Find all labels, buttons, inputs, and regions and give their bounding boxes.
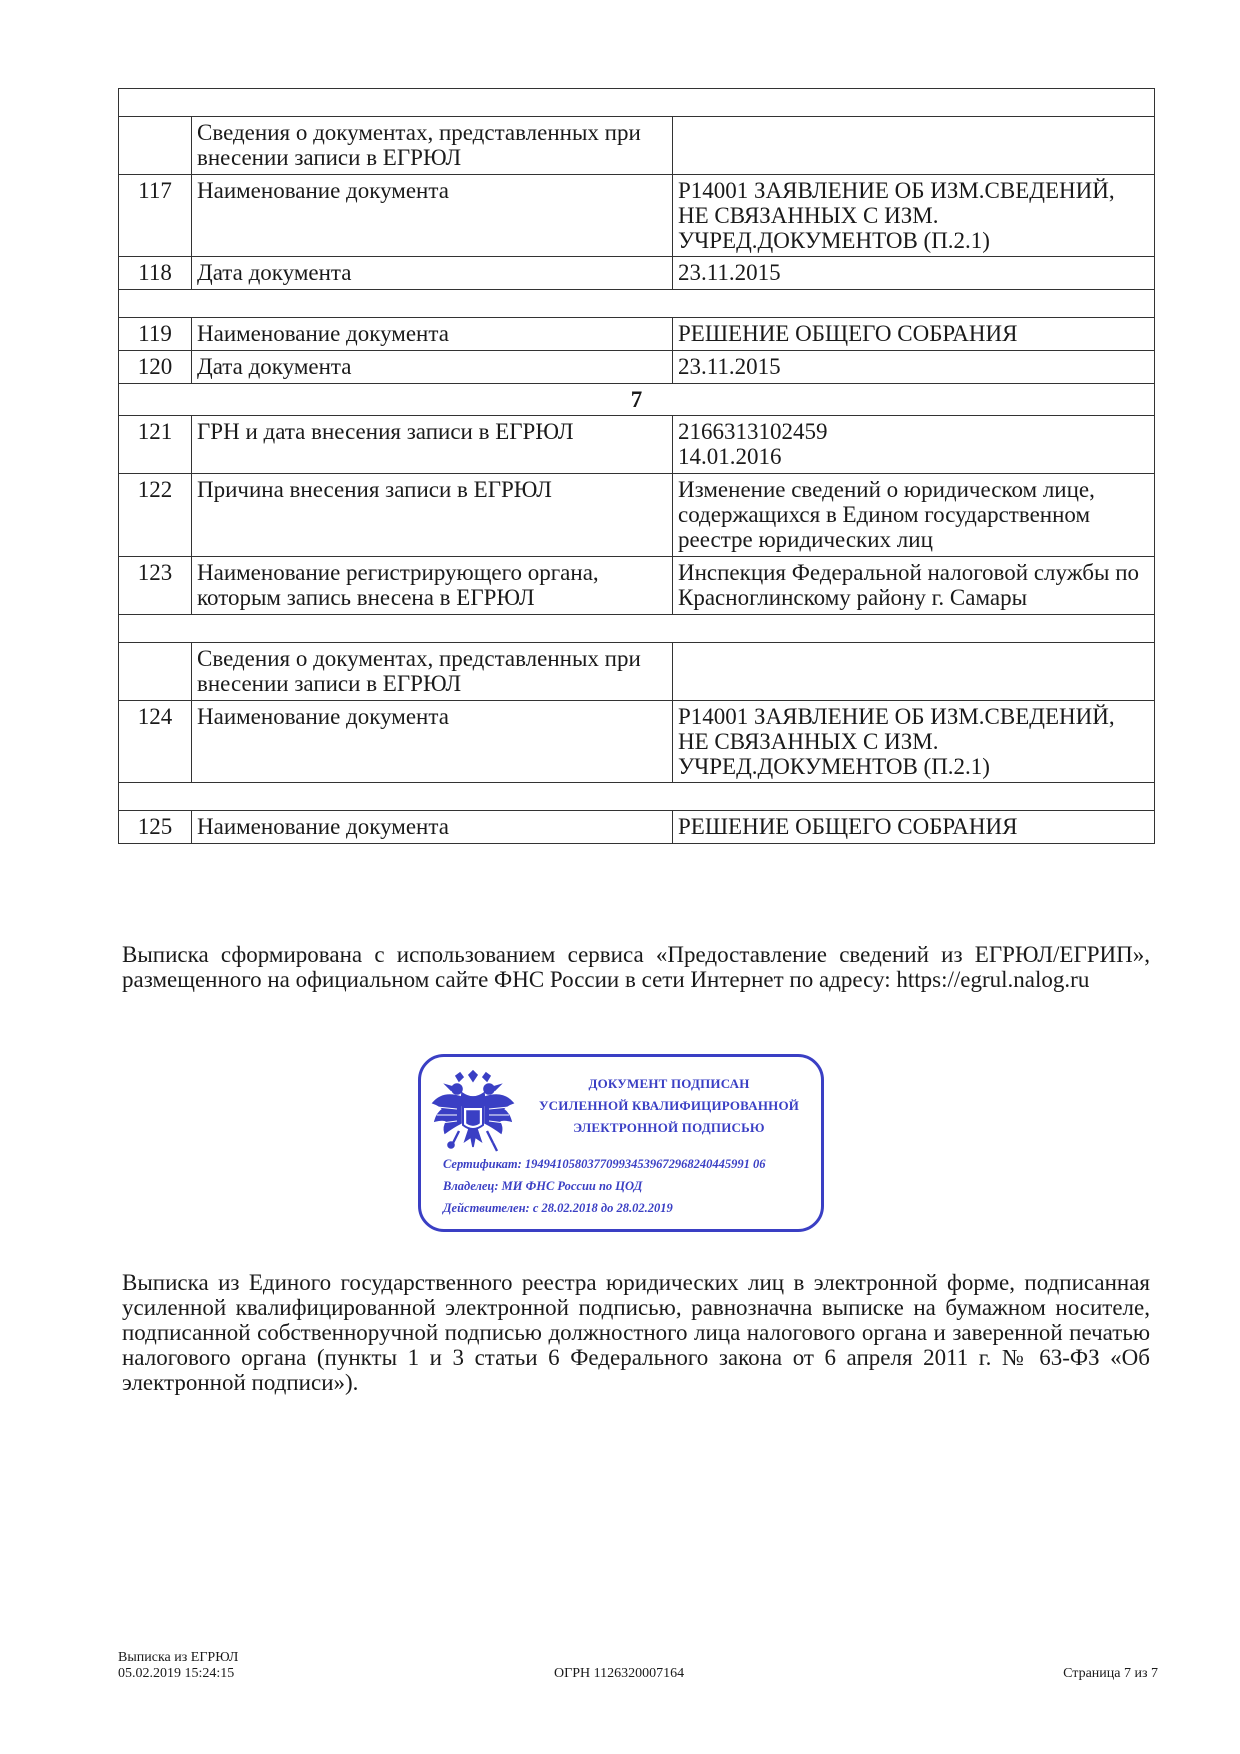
row-label: Наименование документа	[192, 175, 673, 257]
row-label: Причина внесения записи в ЕГРЮЛ	[192, 474, 673, 557]
row-value: РЕШЕНИЕ ОБЩЕГО СОБРАНИЯ	[673, 811, 1155, 844]
row-number: 122	[119, 474, 192, 557]
row-label: Наименование регистрирующего органа, которым запись внесена в ЕГРЮЛ	[192, 557, 673, 615]
row-label: Наименование документа	[192, 318, 673, 351]
table-row-empty	[119, 783, 1155, 811]
table-row	[119, 416, 1155, 474]
row-value: РЕШЕНИЕ ОБЩЕГО СОБРАНИЯ	[673, 318, 1155, 351]
row-number: 123	[119, 557, 192, 615]
table-row-section	[119, 384, 1155, 416]
row-label: Дата документа	[192, 257, 673, 290]
row-number: 121	[119, 416, 192, 474]
table-row-empty	[119, 290, 1155, 318]
row-value: Р14001 ЗАЯВЛЕНИЕ ОБ ИЗМ.СВЕДЕНИЙ, НЕ СВЯЗАННЫХ С ИЗМ. УЧРЕД.ДОКУМЕНТОВ (П.2.1)	[673, 701, 1155, 783]
table-row	[119, 318, 1155, 351]
grn-value: 2166313102459	[678, 419, 828, 444]
row-value: Инспекция Федеральной налоговой службы по Красноглинскому району г. Самары	[673, 557, 1155, 615]
stamp-details	[443, 1153, 813, 1219]
row-value: 23.11.2015	[673, 257, 1155, 290]
row-number: 120	[119, 351, 192, 384]
table-row-docs-heading	[119, 643, 1155, 701]
row-number: 124	[119, 701, 192, 783]
table-row	[119, 257, 1155, 290]
footer-page-number: Страница 7 из 7	[1063, 1666, 1158, 1681]
row-number: 117	[119, 175, 192, 257]
table-row	[119, 557, 1155, 615]
stamp-heading: ДОКУМЕНТ ПОДПИСАН УСИЛЕННОЙ КВАЛИФИЦИРОВАННОЙ ЭЛЕКТРОННОЙ ПОДПИСЬЮ	[538, 1076, 800, 1135]
row-number: 125	[119, 811, 192, 844]
row-label: ГРН и дата внесения записи в ЕГРЮЛ	[192, 416, 673, 474]
stamp-certificate: Сертификат: 194941058037709934539672968240445991 06	[443, 1157, 766, 1171]
stamp-owner: Владелец: МИ ФНС России по ЦОД	[443, 1179, 643, 1193]
row-value: Изменение сведений о юридическом лице, содержащихся в Едином государственном реестре юридических лиц	[673, 474, 1155, 557]
row-value: 23.11.2015	[673, 351, 1155, 384]
docs-heading-label: Сведения о документах, представленных при внесении записи в ЕГРЮЛ	[192, 643, 673, 701]
double-headed-eagle-emblem-icon	[429, 1067, 517, 1157]
docs-heading-label: Сведения о документах, представленных при внесении записи в ЕГРЮЛ	[192, 117, 673, 175]
row-number: 118	[119, 257, 192, 290]
section-number: 7	[119, 384, 1155, 416]
footer-ogrn: ОГРН 1126320007164	[554, 1666, 685, 1681]
table-row-empty	[119, 89, 1155, 117]
egrul-record-table	[118, 88, 1155, 844]
table-row	[119, 351, 1155, 384]
table-row	[119, 474, 1155, 557]
service-note: Выписка сформирована с использованием сервиса «Предоставление сведений из ЕГРЮЛ/ЕГРИП», размещенного на официальном сайте ФНС России в сети Интернет по адресу: https://egrul.nalog.ru	[122, 942, 1150, 992]
legal-note: Выписка из Единого государственного реестра юридических лиц в электронной форме, подписанная усиленной квалифицированной электронной подписью, равнозначна выписке на бумажном носителе, подписанной собственноручной подписью должностного лица налогового органа и заверенной печатью налогового органа (пункты 1 и 3 статьи 6 Федерального закона от 6 апреля 2011 г. № 63-ФЗ «Об электронной подписи»).	[122, 1270, 1150, 1395]
table-row-empty	[119, 615, 1155, 643]
electronic-signature-stamp	[418, 1054, 824, 1232]
row-value: Р14001 ЗАЯВЛЕНИЕ ОБ ИЗМ.СВЕДЕНИЙ, НЕ СВЯЗАННЫХ С ИЗМ. УЧРЕД.ДОКУМЕНТОВ (П.2.1)	[673, 175, 1155, 257]
table-row	[119, 811, 1155, 844]
row-label: Наименование документа	[192, 811, 673, 844]
row-label: Наименование документа	[192, 701, 673, 783]
row-label: Дата документа	[192, 351, 673, 384]
row-value	[673, 416, 1155, 474]
table-row	[119, 175, 1155, 257]
table-row	[119, 701, 1155, 783]
row-number: 119	[119, 318, 192, 351]
footer-left	[118, 1650, 238, 1682]
table-row-docs-heading	[119, 117, 1155, 175]
stamp-validity: Действителен: с 28.02.2018 до 28.02.2019	[443, 1201, 673, 1215]
footer-doc-title: Выписка из ЕГРЮЛ	[118, 1650, 239, 1665]
footer-datetime: 05.02.2019 15:24:15	[118, 1666, 235, 1681]
grn-date: 14.01.2016	[678, 444, 782, 469]
